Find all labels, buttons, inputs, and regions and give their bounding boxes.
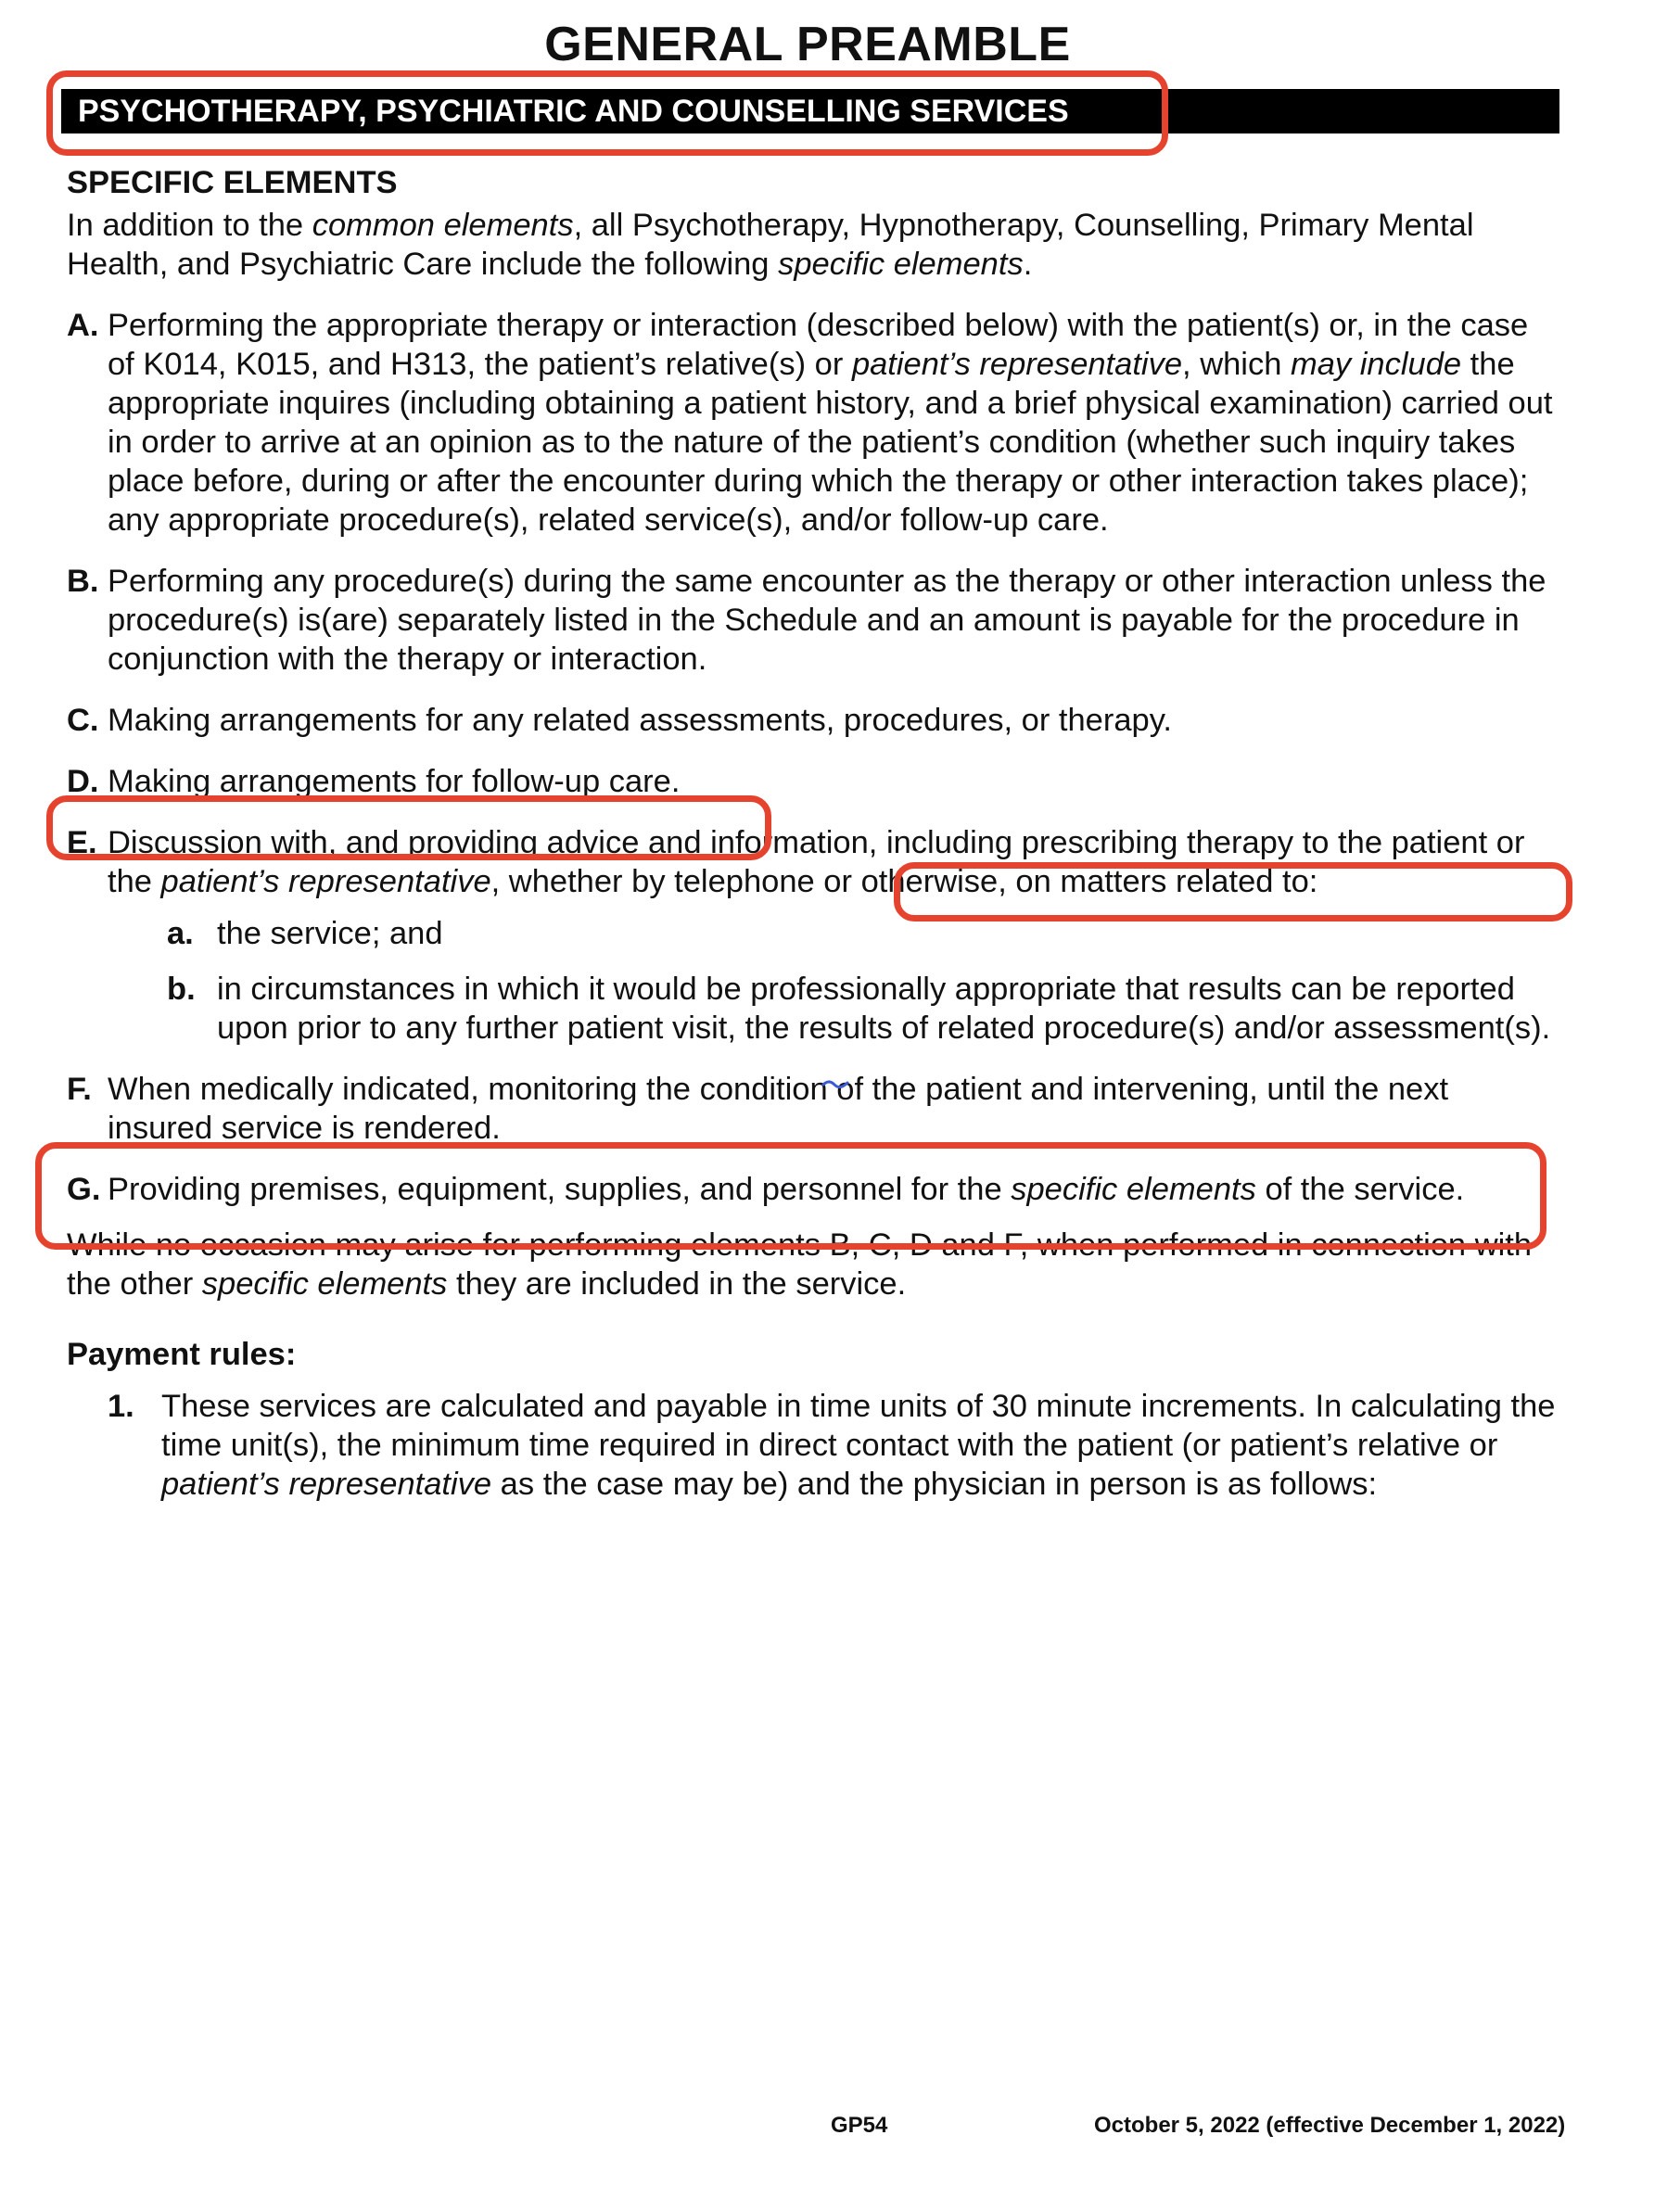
highlight-item-d bbox=[46, 795, 771, 860]
element-item-c bbox=[67, 701, 1559, 740]
element-subitem-b bbox=[156, 970, 1559, 1048]
item-letter: C. bbox=[67, 703, 99, 738]
item-a-emphasis-2: may include bbox=[1291, 347, 1462, 382]
item-text: Making arrangements for follow-up care. bbox=[108, 764, 681, 799]
item-letter: G. bbox=[67, 1172, 101, 1207]
payment-rule-text bbox=[161, 1387, 1559, 1504]
highlight-prescribing-phrase bbox=[894, 862, 1572, 921]
item-letter: D. bbox=[67, 764, 99, 799]
intro-text-1: In addition to the bbox=[67, 208, 312, 243]
intro-text-2: , all Psychotherapy, Hypnotherapy, Counselling, Primary Mental Health, and Psychiatric Care include the following bbox=[67, 208, 1474, 282]
item-a-text-1: Performing the appropriate therapy or interaction (described below) with the patient(s) or, in the case of K014, K015, and H313, the patient’s relative(s) or bbox=[108, 308, 1529, 382]
item-letter: B. bbox=[67, 564, 99, 599]
item-text bbox=[108, 306, 1559, 540]
payment-rule-text-2: as the case may be) and the physician in person is as follows: bbox=[491, 1467, 1378, 1502]
highlight-section-title bbox=[46, 70, 1168, 156]
intro-text-3: . bbox=[1023, 247, 1033, 282]
item-text: When medically indicated, monitoring the condition of the patient and intervening, until the next insured service is rendered. bbox=[108, 1072, 1449, 1146]
payment-rules-heading: Payment rules: bbox=[67, 1337, 297, 1372]
payment-rule-number: 1. bbox=[108, 1389, 134, 1424]
intro-emphasis-2: specific elements bbox=[778, 247, 1024, 282]
subitem-letter: a. bbox=[167, 916, 194, 951]
item-a-text-3: the appropriate inquires (including obtaining a patient history, and a brief physical examination) carried out in order to arrive at an opinion as to the nature of the patient’s condition (whether such inquiry takes place before, during or after the encounter during which the therapy or other interaction takes place); any appropriate procedure(s), related service(s), and/or follow-up care. bbox=[108, 347, 1553, 538]
item-g-emphasis-1: specific elements bbox=[1011, 1172, 1256, 1207]
subitem-text: the service; and bbox=[217, 916, 443, 951]
item-e-emphasis-1: patient’s representative bbox=[160, 864, 491, 899]
item-text: Making arrangements for any related assessments, procedures, or therapy. bbox=[108, 703, 1173, 738]
payment-rule-emphasis-1: patient’s representative bbox=[161, 1467, 492, 1502]
item-a-text-2: , which bbox=[1182, 347, 1291, 382]
item-e-text-2: , whether by telephone or otherwise, on matters related to: bbox=[490, 864, 1318, 899]
item-letter: A. bbox=[67, 308, 99, 343]
page-title: GENERAL PREAMBLE bbox=[544, 18, 1071, 71]
item-letter: E. bbox=[67, 825, 97, 860]
footer-date: October 5, 2022 (effective December 1, 2022) bbox=[1094, 2113, 1566, 2138]
item-a-emphasis-1: patient’s representative bbox=[851, 347, 1183, 382]
section-title-bar: PSYCHOTHERAPY, PSYCHIATRIC AND COUNSELLING SERVICES bbox=[61, 89, 1559, 133]
item-g-text-1: Providing premises, equipment, supplies, and personnel for the bbox=[108, 1172, 1012, 1207]
intro-emphasis-1: common elements bbox=[312, 208, 574, 243]
highlight-item-f bbox=[35, 1142, 1546, 1250]
closing-text-2: they are included in the service. bbox=[447, 1266, 907, 1302]
payment-rule-text-1: These services are calculated and payable in time units of 30 minute increments. In calculating the time unit(s), the minimum time required in direct contact with the patient (or patient’s relative or bbox=[161, 1389, 1556, 1463]
subitem-letter: b. bbox=[167, 972, 196, 1007]
subitem-text: in circumstances in which it would be professionally appropriate that results can be reported upon prior to any further patient visit, the results of related procedure(s) and/or assessment(s). bbox=[217, 972, 1551, 1046]
item-g-text-2: of the service. bbox=[1255, 1172, 1465, 1207]
payment-rule-item-1 bbox=[108, 1387, 1559, 1504]
footer-page-number: GP54 bbox=[831, 2113, 888, 2138]
item-letter: F. bbox=[67, 1072, 92, 1107]
cursor-squiggle-icon bbox=[821, 1075, 849, 1090]
element-item-a bbox=[67, 306, 1559, 540]
element-item-b bbox=[67, 562, 1559, 679]
specific-elements-heading: SPECIFIC ELEMENTS bbox=[67, 165, 398, 200]
closing-emphasis-1: specific elements bbox=[201, 1266, 448, 1302]
item-e-text-1: Discussion with, and providing advice and information, including prescribing therapy to the patient or the bbox=[108, 825, 1525, 899]
closing-text-1: While no occasion may arise for performing elements B, C, D and F, when performed in connection with the other bbox=[67, 1227, 1533, 1302]
intro-paragraph bbox=[67, 206, 1559, 284]
element-item-f bbox=[67, 1070, 1559, 1148]
item-text: Performing any procedure(s) during the same encounter as the therapy or other interaction unless the procedure(s) is(are) separately listed in the Schedule and an amount is payable for the procedure in conjunction with the therapy or interaction. bbox=[108, 564, 1546, 677]
